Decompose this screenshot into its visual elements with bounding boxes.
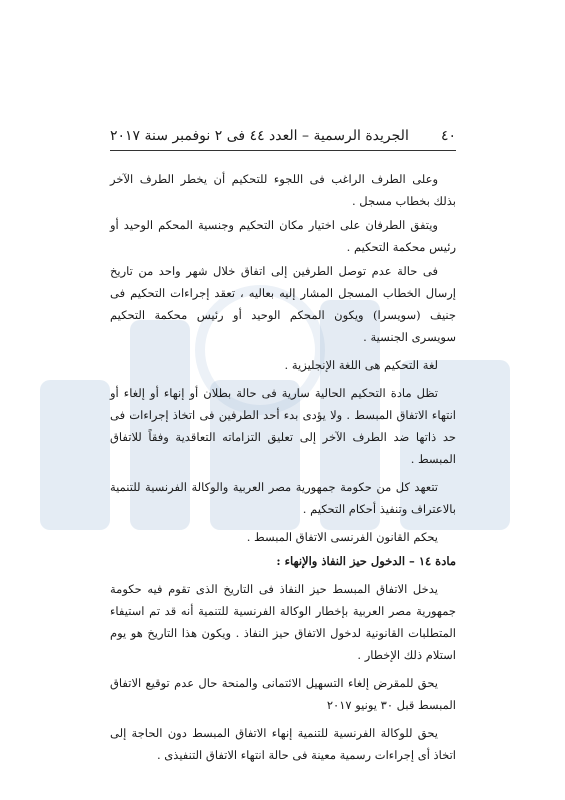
paragraph: ويتفق الطرفان على اختيار مكان التحكيم وجنسية المحكم الوحيد أو رئيس محكمة التحكيم .	[110, 218, 456, 254]
paragraph: فى حالة عدم توصل الطرفين إلى اتفاق خلال شهر واحد من تاريخ إرسال الخطاب المسجل المشار إليه بعاليه ، تعقد إجراءات التحكيم فى جنيف (سويسرا) ويكون المحكم الوحيد أو رئيس محكمة التحكيم سويسرى الجنسية .	[110, 264, 456, 344]
article-title: – الدخول حيز النفاذ والإنهاء :	[276, 554, 419, 568]
article-paragraph: يحق للمقرض إلغاء التسهيل الائتمانى والمنحة حال عدم توقيع الاتفاق المبسط قبل ٣٠ يونيو ٢٠١٧	[110, 676, 456, 712]
page-number: ٤٠	[440, 128, 456, 144]
gazette-title: الجريدة الرسمية – العدد ٤٤ فى ٢ نوفمبر سنة ٢٠١٧	[110, 128, 409, 144]
article-label: مادة ١٤	[418, 554, 456, 568]
paragraph: لغة التحكيم هى اللغة الإنجليزية .	[284, 358, 438, 372]
page-header	[110, 128, 456, 150]
document-body	[110, 168, 456, 772]
paragraph: وعلى الطرف الراغب فى اللجوء للتحكيم أن يخطر الطرف الآخر بذلك بخطاب مسجل .	[110, 172, 456, 208]
paragraph: تظل مادة التحكيم الحالية سارية فى حالة بطلان أو إنهاء أو إلغاء أو انتهاء الاتفاق المبسط . ولا يؤدى بدء أحد الطرفين فى اتخاذ إجراءات فى حد ذاتها ضد الطرف الآخر إلى تعليق التزاماته التعاقدية وفقاً للاتفاق المبسط .	[110, 386, 456, 466]
article-paragraph: يدخل الاتفاق المبسط حيز النفاذ فى التاريخ الذى تقوم فيه حكومة جمهورية مصر العربية بإخطار الوكالة الفرنسية للتنمية أنه قد تم استيفاء المتطلبات القانونية لدخول الاتفاق حيز النفاذ . ويكون هذا التاريخ هو يوم استلام ذلك الإخطار .	[110, 582, 456, 662]
article-paragraph: يحق للوكالة الفرنسية للتنمية إنهاء الاتفاق المبسط دون الحاجة إلى اتخاذ أى إجراءات رسمية معينة فى حالة انتهاء الاتفاق التنفيذى .	[110, 726, 456, 762]
header-divider	[110, 150, 456, 151]
article-heading	[110, 550, 456, 572]
paragraph: يحكم القانون الفرنسى الاتفاق المبسط .	[246, 530, 438, 544]
paragraph: تتعهد كل من حكومة جمهورية مصر العربية والوكالة الفرنسية للتنمية بالاعتراف وتنفيذ أحكام التحكيم .	[110, 480, 456, 516]
